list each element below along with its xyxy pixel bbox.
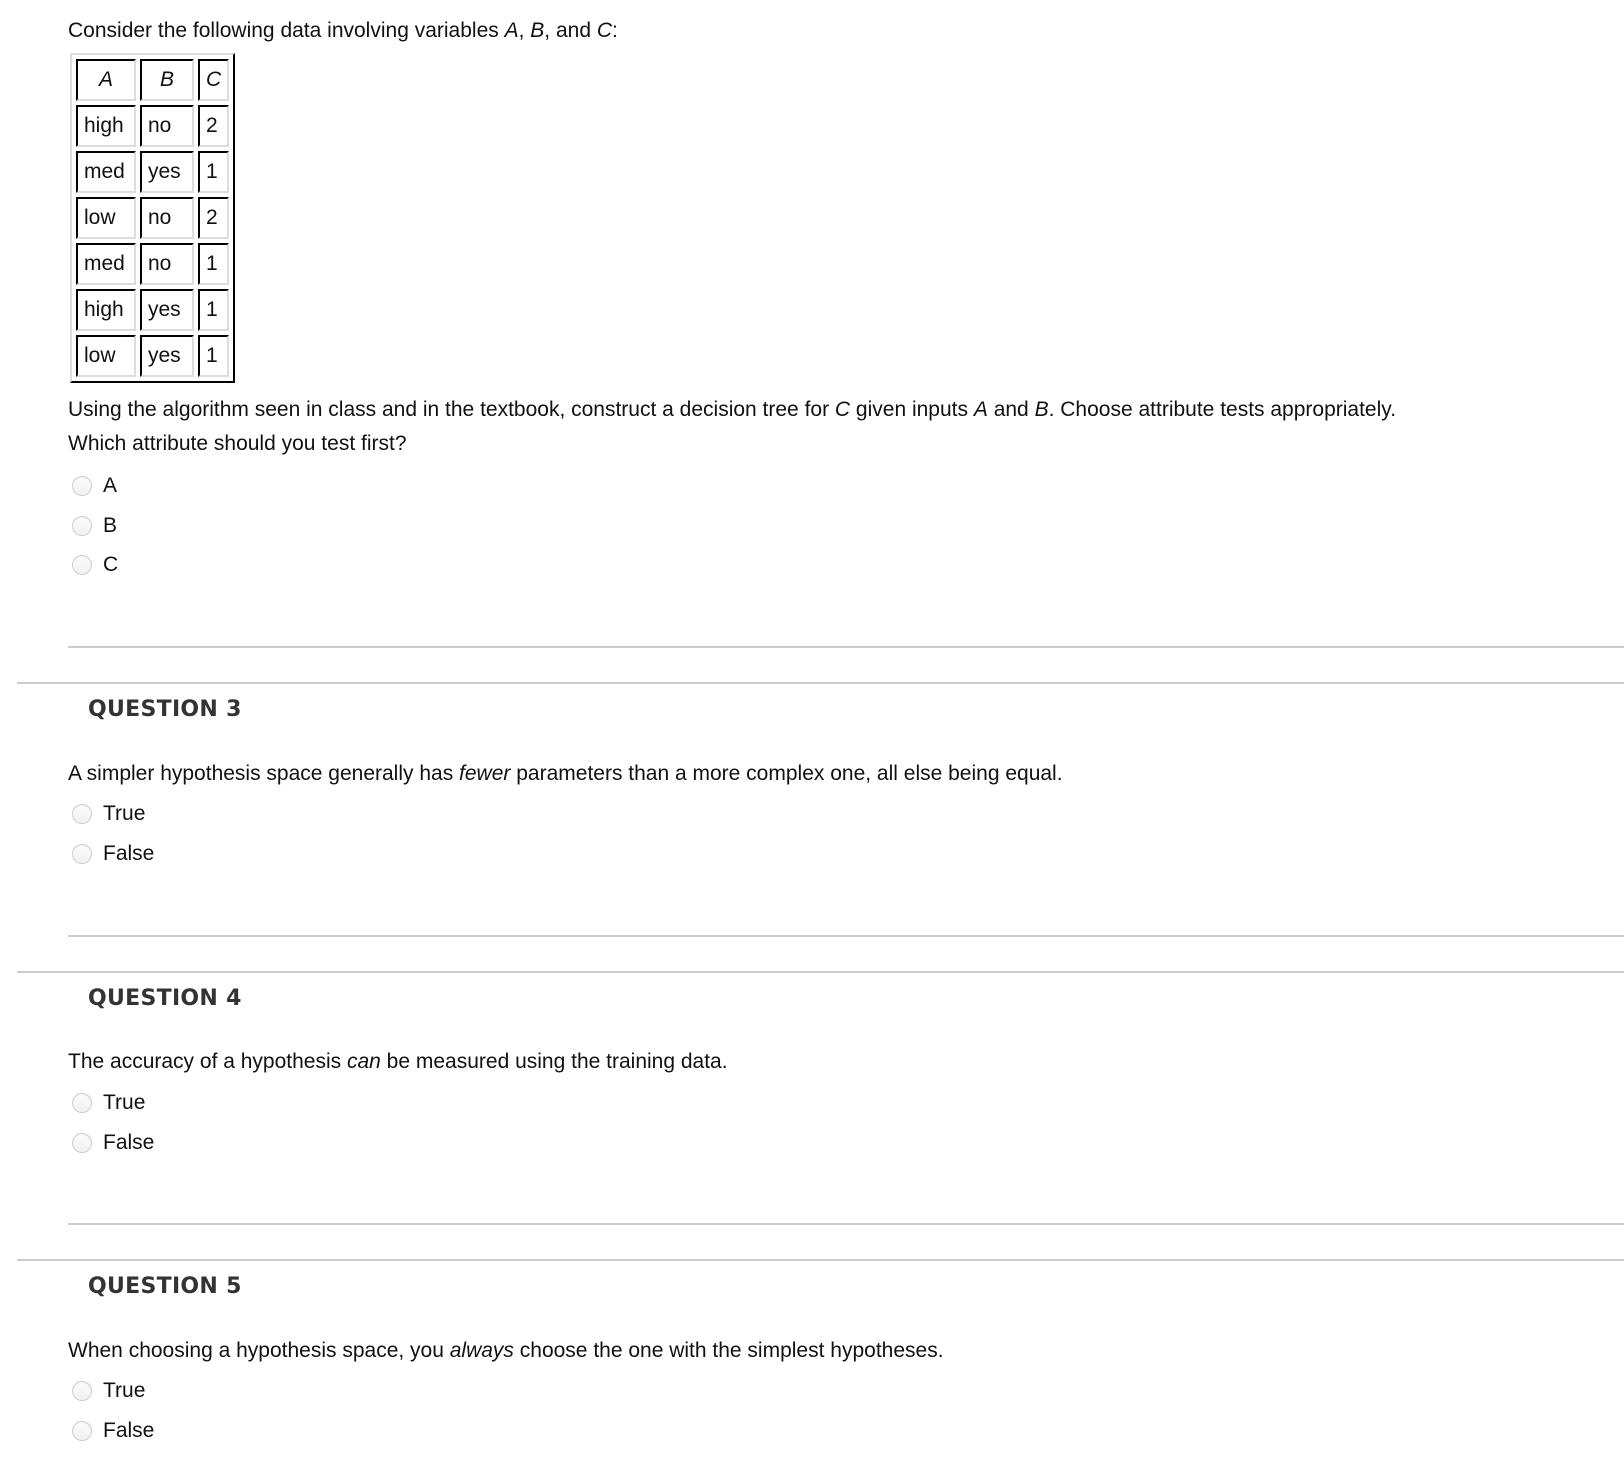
option-b[interactable]: B xyxy=(72,514,117,538)
table-cell: 1 xyxy=(198,151,229,193)
table-cell: high xyxy=(76,289,136,331)
radio-button[interactable] xyxy=(72,555,92,575)
option-true[interactable]: True xyxy=(72,802,145,826)
option-c[interactable]: C xyxy=(72,553,118,577)
question-2-intro: Consider the following data involving variables A, B, and C: xyxy=(68,19,618,42)
question-4-heading: QUESTION 4 xyxy=(88,986,242,1011)
option-true[interactable]: True xyxy=(72,1379,145,1403)
divider xyxy=(17,1259,1624,1261)
table-cell: yes xyxy=(140,335,194,377)
table-cell: no xyxy=(140,197,194,239)
question-3-heading: QUESTION 3 xyxy=(88,697,242,722)
option-true[interactable]: True xyxy=(72,1091,145,1115)
table-cell: no xyxy=(140,243,194,285)
table-cell: yes xyxy=(140,289,194,331)
question-5-heading: QUESTION 5 xyxy=(88,1274,242,1299)
table-cell: 1 xyxy=(198,243,229,285)
divider xyxy=(17,971,1624,973)
divider xyxy=(68,1223,1624,1225)
radio-button[interactable] xyxy=(72,1093,92,1113)
table-row xyxy=(76,243,229,285)
question-2-question: Which attribute should you test first? xyxy=(68,432,407,455)
radio-button[interactable] xyxy=(72,516,92,536)
column-header-c: C xyxy=(198,59,229,101)
table-cell: 2 xyxy=(198,105,229,147)
option-false[interactable]: False xyxy=(72,1419,154,1443)
question-4-text: The accuracy of a hypothesis can be measured using the training data. xyxy=(68,1050,728,1073)
table-cell: no xyxy=(140,105,194,147)
table-cell: med xyxy=(76,243,136,285)
radio-button[interactable] xyxy=(72,844,92,864)
option-false[interactable]: False xyxy=(72,842,154,866)
divider xyxy=(17,682,1624,684)
question-2-prompt: Using the algorithm seen in class and in the textbook, construct a decision tree for C given inputs A and B. Choose attribute tests appropriately. xyxy=(68,398,1397,421)
table-cell: 1 xyxy=(198,335,229,377)
divider xyxy=(68,646,1624,648)
table-cell: yes xyxy=(140,151,194,193)
data-table xyxy=(70,53,235,383)
option-false[interactable]: False xyxy=(72,1131,154,1155)
radio-button[interactable] xyxy=(72,1381,92,1401)
table-row xyxy=(76,197,229,239)
table-cell: low xyxy=(76,197,136,239)
radio-button[interactable] xyxy=(72,1133,92,1153)
column-header-a: A xyxy=(76,59,136,101)
table-cell: med xyxy=(76,151,136,193)
table-row xyxy=(76,105,229,147)
option-a[interactable]: A xyxy=(72,474,117,498)
table-cell: low xyxy=(76,335,136,377)
column-header-b: B xyxy=(140,59,194,101)
table-row xyxy=(76,289,229,331)
table-row xyxy=(76,335,229,377)
table-header-row xyxy=(76,59,229,101)
question-5-text: When choosing a hypothesis space, you always choose the one with the simplest hypotheses. xyxy=(68,1339,944,1362)
radio-button[interactable] xyxy=(72,804,92,824)
radio-button[interactable] xyxy=(72,476,92,496)
table-cell: high xyxy=(76,105,136,147)
table-cell: 2 xyxy=(198,197,229,239)
question-3-text: A simpler hypothesis space generally has fewer parameters than a more complex one, all else being equal. xyxy=(68,762,1063,785)
divider xyxy=(68,935,1624,937)
table-cell: 1 xyxy=(198,289,229,331)
table-row xyxy=(76,151,229,193)
radio-button[interactable] xyxy=(72,1421,92,1441)
